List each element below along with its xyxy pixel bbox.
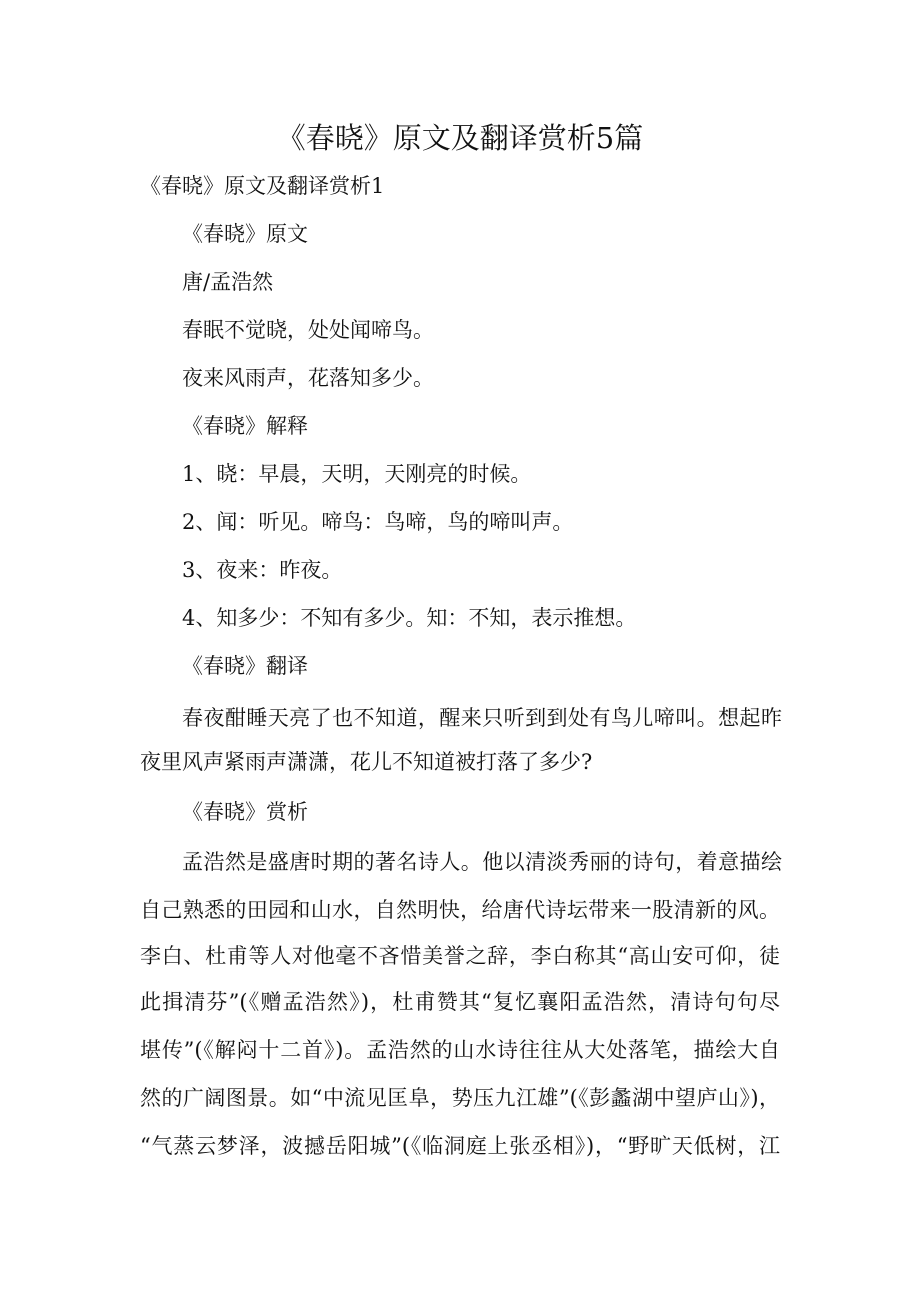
original-heading: 《春晓》原文 xyxy=(182,222,308,246)
appreciation-line: 李白、杜甫等人对他毫不吝惜美誉之辞，李白称其“高山安可仰，徒 xyxy=(140,944,780,968)
explanation-item: 3、夜来：昨夜。 xyxy=(182,558,343,582)
appreciation-line: “气蒸云梦泽，波撼岳阳城”(《临洞庭上张丞相》)，“野旷天低树，江 xyxy=(140,1134,780,1158)
poem-line: 春眠不觉晓，处处闻啼鸟。 xyxy=(182,318,434,342)
section-heading: 《春晓》原文及翻译赏析1 xyxy=(140,174,385,198)
explanation-item: 2、闻：听见。啼鸟：鸟啼，鸟的啼叫声。 xyxy=(182,510,574,534)
appreciation-heading: 《春晓》赏析 xyxy=(182,800,308,824)
poem-line: 夜来风雨声，花落知多少。 xyxy=(182,366,434,390)
translation-heading: 《春晓》翻译 xyxy=(182,654,308,678)
appreciation-line: 堪传”(《解闷十二首》)。孟浩然的山水诗往往从大处落笔，描绘大自 xyxy=(140,1038,780,1062)
document-title: 《春晓》原文及翻译赏析5篇 xyxy=(276,121,644,155)
appreciation-line: 此揖清芬”(《赠孟浩然》)，杜甫赞其“复忆襄阳孟浩然，清诗句句尽 xyxy=(140,990,780,1014)
explanation-item: 4、知多少：不知有多少。知：不知，表示推想。 xyxy=(182,606,637,630)
appreciation-line: 自己熟悉的田园和山水，自然明快，给唐代诗坛带来一股清新的风。 xyxy=(140,898,780,922)
appreciation-line: 孟浩然是盛唐时期的著名诗人。他以清淡秀丽的诗句，着意描绘 xyxy=(182,850,782,874)
translation-line: 春夜酣睡天亮了也不知道，醒来只听到到处有鸟儿啼叫。想起昨 xyxy=(182,706,782,730)
poem-author: 唐/孟浩然 xyxy=(182,270,274,294)
appreciation-line: 然的广阔图景。如“中流见匡阜，势压九江雄”(《彭蠡湖中望庐山》)， xyxy=(140,1086,780,1110)
translation-line: 夜里风声紧雨声潇潇，花儿不知道被打落了多少? xyxy=(140,750,593,774)
explanation-item: 1、晓：早晨，天明，天刚亮的时候。 xyxy=(182,462,532,486)
explanation-heading: 《春晓》解释 xyxy=(182,414,308,438)
